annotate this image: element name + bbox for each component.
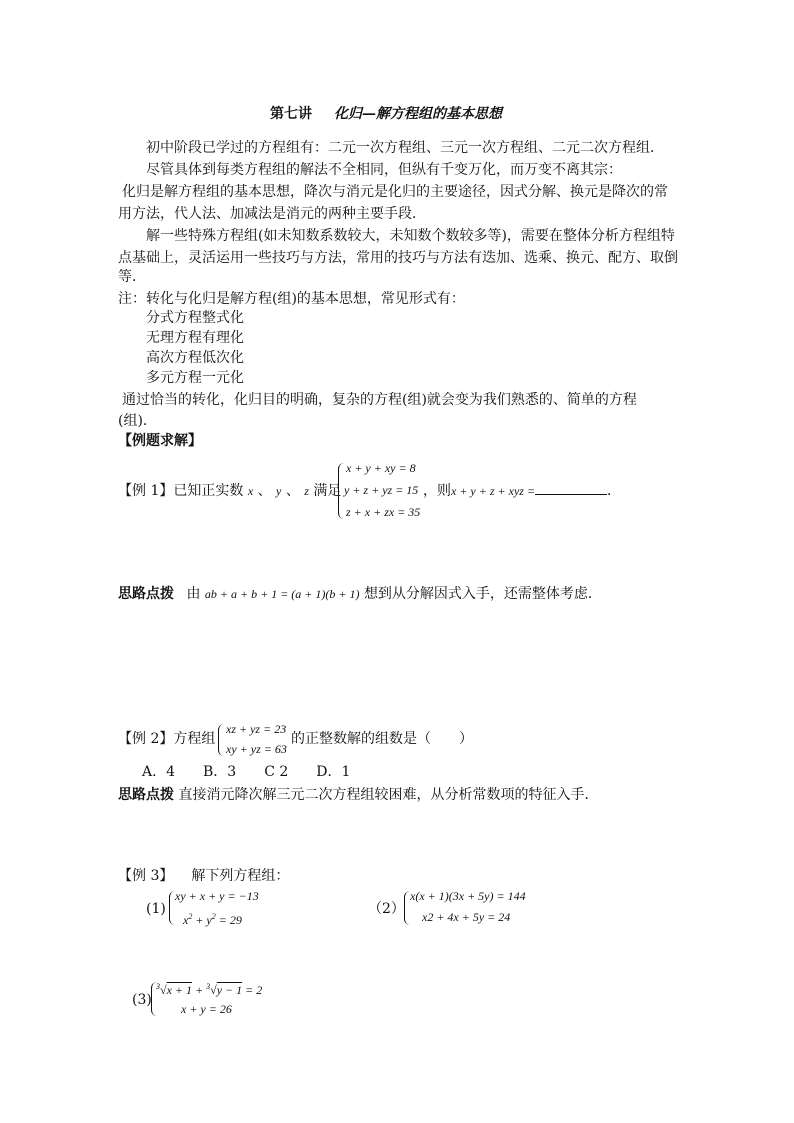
intro-line-5: 解一些特殊方程组(如未知数系数较大，未知数个数较多等)，需要在整体分析方程组特 — [146, 228, 675, 244]
example3-part1-eq-2-y: + y — [192, 913, 212, 927]
radical-sign-icon: √ — [210, 983, 217, 997]
example1-hint-b: 想到从分解因式入手，还需整体考虑． — [363, 586, 602, 602]
example2-hint — [118, 785, 598, 805]
example1-sep-2: 、 — [285, 483, 300, 499]
example1-text-a: 已知正实数 — [173, 483, 244, 499]
example3-part3-root-index-2: 3 — [206, 982, 211, 991]
example3-part3-radicand-2: y − 1 — [216, 983, 243, 997]
lecture-topic: 化归—解方程组的基本思想 — [334, 106, 502, 122]
example3-part2-label: （2） — [368, 901, 405, 917]
example3-part1-exp-2: 2 — [211, 912, 216, 921]
example2-lead: 方程组 — [173, 731, 216, 747]
section-heading: 【例题求解】 — [118, 433, 202, 449]
intro-line-1: 初中阶段已学过的方程组有：二元一次方程组、三元一次方程组、二元二次方程组． — [146, 140, 664, 156]
example3-part1-eq-2-x: x — [183, 913, 189, 927]
example2-eq-2: xy + yz = 63 — [226, 742, 287, 756]
example3-part1-label: (1) — [146, 901, 166, 917]
example1-var-x: x — [247, 484, 254, 498]
example1-text — [118, 481, 341, 501]
example3-part3-plus: + — [192, 983, 207, 997]
example1-hint-formula: ab + a + b + 1 = (a + 1)(b + 1) — [204, 587, 360, 601]
example3-part1-eq-1: xy + x + y = −13 — [175, 889, 259, 903]
example1-hint-a: 由 — [186, 586, 201, 602]
example1-target: x + y + z + xyz = — [451, 484, 536, 498]
example2-label: 【例 2】 — [118, 731, 174, 747]
example1-var-y: y — [276, 484, 282, 498]
example3-part3-eq-2: x + y = 26 — [181, 1002, 232, 1016]
example3-part2-eq-1: x(x + 1)(3x + 5y) = 144 — [410, 889, 526, 903]
example1-eq-3: z + x + zx = 35 — [346, 505, 421, 519]
page-title — [270, 104, 502, 124]
lecture-number: 第七讲 — [270, 106, 312, 122]
note-item-4: 多元方程一元化 — [146, 370, 244, 386]
intro-line-3: 化归是解方程组的基本思想，降次与消元是化归的主要途径，因式分解、换元是降次的常 — [122, 184, 668, 200]
intro-line-4: 用方法，代人法、加减法是消元的两种主要手段． — [118, 206, 426, 222]
example2-eq-1: xz + yz = 23 — [226, 722, 287, 736]
example3-part3-root-index-1: 3 — [156, 982, 160, 991]
example3-part1-exp-1: 2 — [188, 912, 193, 921]
example2-hint-label: 思路点拨 — [118, 787, 174, 803]
example2-text-b: 的正整数解的组数是（ ） — [291, 731, 473, 747]
example1-question — [423, 481, 621, 501]
example1-hint — [118, 584, 602, 604]
note-heading: 注：转化与化归是解方程(组)的基本思想，常见形式有： — [118, 291, 465, 307]
example1-text-c: ，则 — [423, 483, 451, 499]
example1-var-z: z — [304, 484, 309, 498]
intro-line-7: 等． — [118, 269, 146, 285]
note-item-3: 高次方程低次化 — [146, 350, 244, 366]
example3-part1-eq-2-rhs: = 29 — [215, 913, 242, 927]
intro-line-6: 点基础上，灵活运用一些技巧与方法，常用的技巧与方法有迭加、选乘、换元、配方、取倒 — [118, 250, 678, 266]
example3-part3-label: (3) — [132, 992, 152, 1008]
example1-text-b: 满足 — [313, 483, 342, 499]
intro-line-2: 尽管具体到每类方程组的解法不全相同，但纵有千变万化，而万变不离其宗： — [146, 162, 622, 178]
example3-part1-eq-2 — [183, 910, 242, 927]
example3-label: 【例 3】 — [118, 868, 174, 884]
note-closing-1: 通过恰当的转化，化归目的明确，复杂的方程(组)就会变为我们熟悉的、简单的方程 — [122, 392, 637, 408]
example1-answer-blank — [535, 482, 607, 495]
example3-part3-rhs: = 2 — [242, 983, 263, 997]
example2-brace — [218, 724, 224, 756]
example3-part2-eq-2: x2 + 4x + 5y = 24 — [422, 910, 511, 924]
example3-heading — [118, 866, 289, 886]
example3-part3-eq-1 — [156, 980, 262, 997]
note-item-1: 分式方程整式化 — [146, 310, 244, 326]
example1-sep-1: 、 — [257, 483, 272, 499]
example1-eq-1: x + y + xy = 8 — [346, 461, 416, 475]
example2-hint-text: 直接消元降次解三元二次方程组较困难，从分析常数项的特征入手． — [178, 787, 599, 803]
example3-part3-radicand-1: x + 1 — [166, 983, 193, 997]
example2-options: A．4 B．3 C 2 D．1 — [142, 764, 351, 780]
radical-sign-icon: √ — [160, 983, 167, 997]
note-closing-2: (组)． — [118, 413, 157, 429]
example1-hint-label: 思路点拨 — [118, 586, 174, 602]
example2-text-a — [118, 729, 215, 749]
example1-end: ． — [607, 483, 622, 499]
example1-eq-2: y + z + yz = 15 — [344, 483, 419, 497]
example3-text: 解下列方程组： — [191, 868, 290, 884]
note-item-2: 无理方程有理化 — [146, 330, 244, 346]
example1-label: 【例 1】 — [118, 483, 174, 499]
